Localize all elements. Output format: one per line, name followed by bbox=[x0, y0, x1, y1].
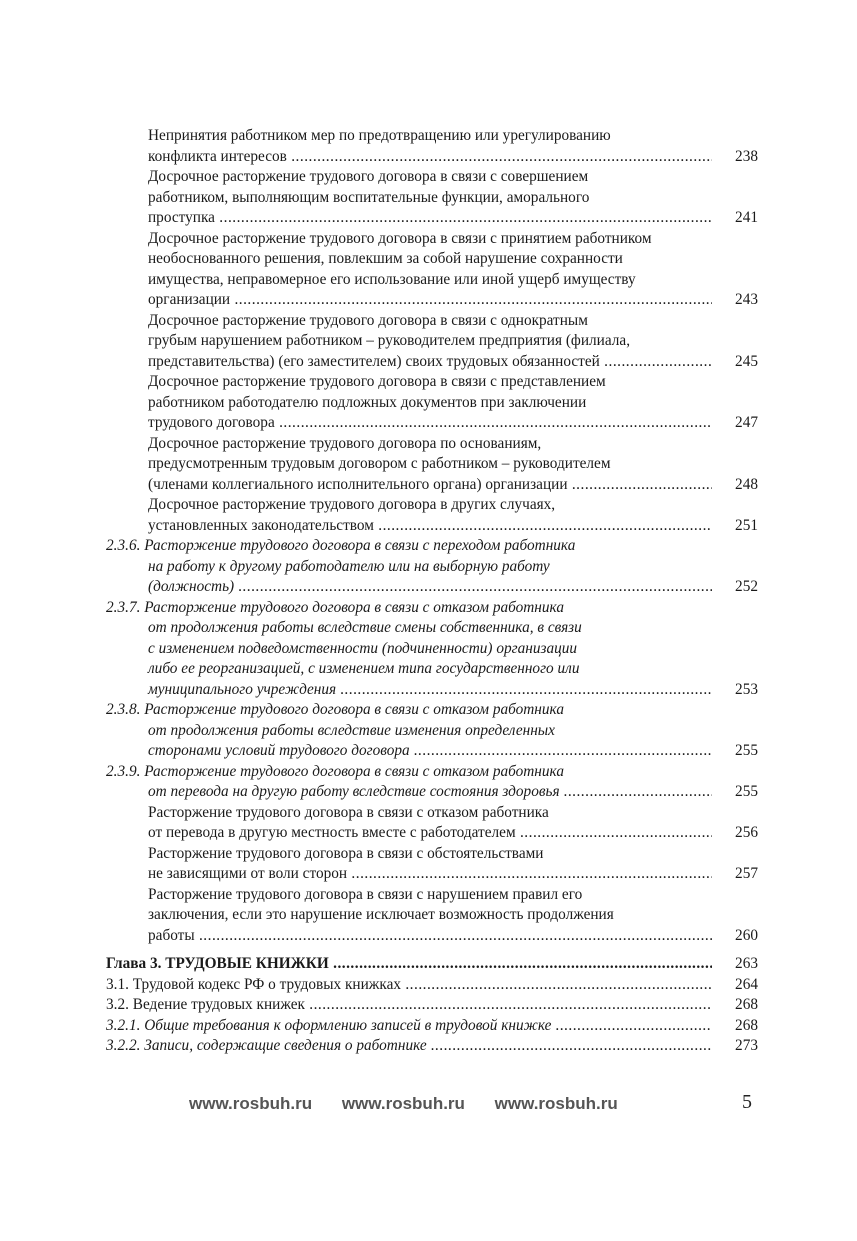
toc-entry[interactable] bbox=[106, 167, 758, 229]
toc-entry[interactable] bbox=[106, 126, 758, 167]
toc-entry[interactable] bbox=[106, 598, 758, 701]
toc-entry-line: работы ..... bbox=[106, 926, 712, 947]
toc-entry-line: Расторжение трудового договора в связи с нарушением правил его bbox=[148, 885, 583, 903]
table-of-contents bbox=[106, 126, 758, 1057]
toc-entry-title bbox=[106, 434, 712, 496]
toc-page-number: 248 bbox=[735, 475, 758, 493]
toc-page-number: 268 bbox=[735, 1016, 758, 1034]
toc-entry-line: от перевода на другую работу вследствие состояния здоровья ..... bbox=[106, 782, 712, 803]
toc-page-number: 238 bbox=[735, 147, 758, 165]
toc-entry-line: Расторжение трудового договора в связи с отказом работника bbox=[148, 803, 549, 821]
toc-entry[interactable] bbox=[106, 372, 758, 434]
toc-page-number: 256 bbox=[735, 824, 758, 841]
toc-page-number: 252 bbox=[735, 578, 758, 595]
toc-entry-line: 3.2. Ведение трудовых книжек ..... bbox=[106, 995, 712, 1016]
toc-entry-line: работником работодателю подложных документов при заключении bbox=[148, 393, 587, 411]
toc-page-number: 251 bbox=[735, 516, 758, 534]
toc-entry-title bbox=[106, 536, 712, 598]
toc-entry[interactable] bbox=[106, 536, 758, 598]
toc-entry-title bbox=[106, 975, 712, 996]
toc-entry-title bbox=[106, 229, 712, 311]
toc-entry-line: Досрочное расторжение трудового договора в связи с однократным bbox=[148, 311, 588, 329]
toc-entry[interactable] bbox=[106, 434, 758, 496]
toc-entry[interactable] bbox=[106, 1016, 758, 1037]
toc-entry-line: Расторжение трудового договора в связи с обстоятельствами bbox=[148, 844, 544, 862]
toc-entry-line: 2.3.9. Расторжение трудового договора в связи с отказом работника bbox=[106, 762, 564, 780]
toc-entry-line: 2.3.8. Расторжение трудового договора в связи с отказом работника bbox=[106, 701, 564, 718]
toc-entry-line: на работу к другому работодателю или на выборную работу bbox=[148, 557, 550, 575]
toc-page-number: 255 bbox=[735, 783, 758, 800]
toc-entry-line: 2.3.6. Расторжение трудового договора в связи с переходом работника bbox=[106, 537, 576, 554]
toc-page-number: 247 bbox=[735, 414, 758, 431]
toc-entry-line: Досрочное расторжение трудового договора в других случаях, bbox=[148, 496, 556, 513]
toc-entry-title bbox=[106, 1036, 712, 1057]
toc-entry-title bbox=[106, 598, 712, 701]
toc-entry-line: от перевода в другую местность вместе с работодателем ..... bbox=[106, 823, 712, 844]
toc-entry[interactable] bbox=[106, 995, 758, 1016]
toc-entry-line: (должность) ..... bbox=[106, 577, 712, 598]
toc-entry-line: заключения, если это нарушение исключает возможность продолжения bbox=[148, 906, 614, 923]
toc-page-number: 253 bbox=[735, 680, 758, 698]
toc-entry-line: с изменением подведомственности (подчиненности) организации bbox=[148, 639, 578, 657]
toc-entry-line: Досрочное расторжение трудового договора в связи с представлением bbox=[148, 373, 606, 390]
toc-entry-line: работником, выполняющим воспитательные функции, аморального bbox=[148, 188, 590, 206]
toc-entry[interactable] bbox=[106, 229, 758, 311]
toc-entry-title bbox=[106, 372, 712, 434]
toc-entry-line: от продолжения работы вследствие смены собственника, в связи bbox=[148, 619, 582, 636]
toc-entry-line: 3.2.2. Записи, содержащие сведения о работнике ..... bbox=[106, 1036, 712, 1057]
toc-page-number: 243 bbox=[735, 291, 758, 308]
toc-entry-line: конфликта интересов ..... bbox=[106, 147, 712, 168]
toc-page-number: 268 bbox=[735, 996, 758, 1013]
toc-entry-line: организации ..... bbox=[106, 290, 712, 311]
toc-entry-line: предусмотренным трудовым договором с работником – руководителем bbox=[148, 455, 611, 472]
toc-entry-title bbox=[106, 995, 712, 1016]
toc-entry-line: Непринятия работником мер по предотвращению или урегулированию bbox=[148, 127, 611, 144]
toc-entry-title bbox=[106, 311, 712, 373]
toc-entry[interactable] bbox=[106, 803, 758, 844]
toc-entry-line: проступка ..... bbox=[106, 208, 712, 229]
toc-entry-line: либо ее реорганизацией, с изменением типа государственного или bbox=[148, 660, 580, 677]
footer-url[interactable]: www.rosbuh.ru bbox=[341, 1094, 465, 1113]
toc-entry-title bbox=[106, 167, 712, 229]
toc-page-number: 257 bbox=[735, 865, 758, 882]
toc-entry-line: от продолжения работы вследствие изменения определенных bbox=[148, 721, 555, 739]
toc-page-number: 245 bbox=[735, 352, 758, 370]
toc-page-number: 260 bbox=[735, 926, 758, 944]
toc-entry-line: не зависящими от воли сторон ..... bbox=[106, 864, 712, 885]
toc-page-number: 263 bbox=[735, 955, 758, 972]
toc-entry[interactable] bbox=[106, 495, 758, 536]
toc-entry-line: муниципального учреждения ..... bbox=[106, 680, 712, 701]
toc-entry[interactable] bbox=[106, 885, 758, 947]
toc-entry-line: (членами коллегиального исполнительного органа) организации ..... bbox=[106, 475, 712, 496]
toc-page-number: 273 bbox=[735, 1037, 758, 1054]
toc-entry-line: представительства) (его заместителем) своих трудовых обязанностей ..... bbox=[106, 352, 712, 373]
toc-entry-title bbox=[106, 1016, 712, 1037]
toc-entry[interactable] bbox=[106, 700, 758, 762]
toc-entry-title bbox=[106, 126, 712, 167]
footer-url[interactable]: www.rosbuh.ru bbox=[494, 1094, 618, 1113]
toc-entry-line: 3.1. Трудовой кодекс РФ о трудовых книжках ..... bbox=[106, 975, 712, 996]
toc-entry-line: необоснованного решения, повлекшим за собой нарушение сохранности bbox=[148, 250, 623, 267]
toc-page-number: 241 bbox=[735, 209, 758, 226]
toc-entry[interactable] bbox=[106, 975, 758, 996]
toc-entry-line: 3.2.1. Общие требования к оформлению записей в трудовой книжке ..... bbox=[106, 1016, 712, 1037]
toc-entry-title bbox=[106, 762, 712, 803]
toc-entry[interactable] bbox=[106, 311, 758, 373]
toc-entry-title bbox=[106, 954, 712, 975]
toc-entry[interactable] bbox=[106, 762, 758, 803]
toc-entry-line: имущества, неправомерное его использование или иной ущерб имуществу bbox=[148, 270, 636, 288]
toc-entry-title bbox=[106, 495, 712, 536]
toc-page-number: 264 bbox=[735, 975, 758, 993]
toc-entry-line: Досрочное расторжение трудового договора в связи с совершением bbox=[148, 168, 589, 185]
toc-entry[interactable] bbox=[106, 954, 758, 975]
toc-entry[interactable] bbox=[106, 844, 758, 885]
toc-entry-title bbox=[106, 803, 712, 844]
toc-entry-line: Досрочное расторжение трудового договора по основаниям, bbox=[148, 434, 542, 452]
footer-url[interactable]: www.rosbuh.ru bbox=[189, 1094, 313, 1113]
toc-entry-line: Досрочное расторжение трудового договора в связи с принятием работником bbox=[148, 229, 652, 247]
footer-urls bbox=[189, 1094, 643, 1114]
toc-entry-title bbox=[106, 700, 712, 762]
toc-entry-line: грубым нарушением работником – руководителем предприятия (филиала, bbox=[148, 332, 631, 349]
toc-entry-line: трудового договора ..... bbox=[106, 413, 712, 434]
toc-entry-line: сторонами условий трудового договора ..... bbox=[106, 741, 712, 762]
toc-entry-line: установленных законодательством ..... bbox=[106, 516, 712, 537]
toc-entry-line: Глава 3. ТРУДОВЫЕ КНИЖКИ ..... bbox=[106, 954, 712, 975]
toc-entry-line: 2.3.7. Расторжение трудового договора в связи с отказом работника bbox=[106, 598, 564, 616]
toc-entry-title bbox=[106, 885, 712, 947]
toc-entry-title bbox=[106, 844, 712, 885]
toc-page-number: 255 bbox=[735, 742, 758, 759]
page-number: 5 bbox=[742, 1091, 752, 1113]
toc-entry[interactable] bbox=[106, 1036, 758, 1057]
